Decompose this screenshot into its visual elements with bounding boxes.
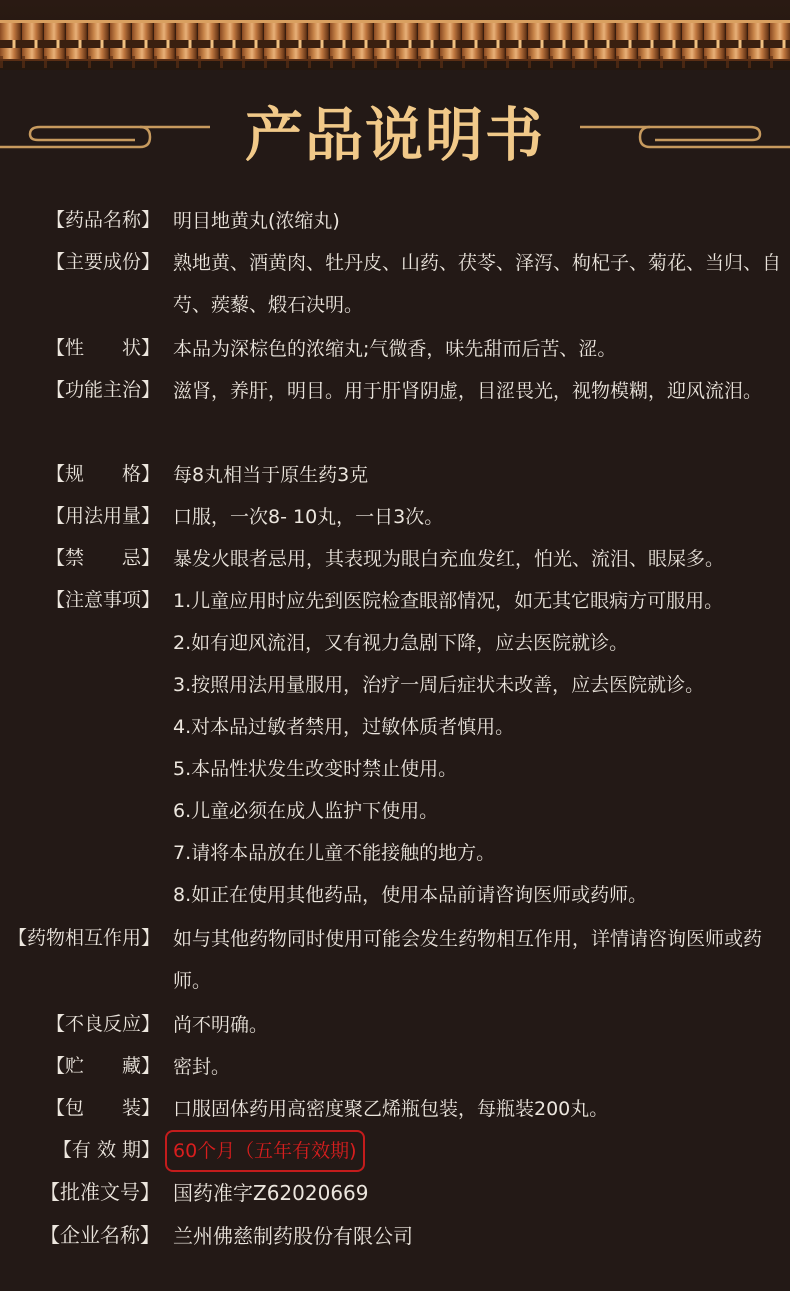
entry-content: 明目地黄丸(浓缩丸) [173, 210, 340, 232]
entry-precaution-item [0, 664, 790, 704]
entry-label: 【药物相互作用】 [7, 927, 160, 949]
entry-content: 每8丸相当于原生药3克 [173, 464, 369, 486]
entry-content: 1.儿童应用时应先到医院检查眼部情况，如无其它眼病方可服用。 [173, 590, 724, 612]
entry-approval-number [0, 1172, 790, 1212]
entry-indications [0, 370, 790, 410]
entry-label: 【规 格】 [45, 463, 160, 485]
entry-packaging [0, 1088, 790, 1128]
entry-content: 5.本品性状发生改变时禁止使用。 [173, 758, 458, 780]
entry-label: 【包 装】 [45, 1097, 160, 1119]
entry-content: 暴发火眼者忌用，其表现为眼白充血发红，怕光、流泪、眼屎多。 [173, 548, 725, 570]
entry-appearance [0, 328, 790, 368]
entry-label: 【用法用量】 [45, 505, 160, 527]
entry-adverse-reactions [0, 1004, 790, 1044]
entry-label: 【禁 忌】 [45, 547, 160, 569]
entry-drug-interactions [0, 918, 790, 992]
entry-label: 【注意事项】 [45, 589, 160, 611]
entry-content: 滋肾，养肝，明目。用于肝肾阴虚，目涩畏光，视物模糊，迎风流泪。 [173, 380, 763, 402]
entry-dosage [0, 496, 790, 536]
entry-content: 8.如正在使用其他药品，使用本品前请咨询医师或药师。 [173, 884, 648, 906]
entry-content: 4.对本品过敏者禁用，过敏体质者慎用。 [173, 716, 515, 738]
entry-precaution-item [0, 874, 790, 914]
entry-label: 【有 效 期】 [52, 1139, 160, 1161]
entry-ingredients [0, 242, 790, 316]
entry-label: 【不良反应】 [45, 1013, 160, 1035]
expiry-highlight-badge: 60个月（五年有效期) [165, 1130, 365, 1172]
entry-content: 密封。 [173, 1056, 231, 1078]
entry-precaution-item [0, 622, 790, 662]
entry-content: 口服，一次8- 10丸，一日3次。 [173, 506, 444, 528]
entry-content: 本品为深棕色的浓缩丸;气微香，味先甜而后苦、涩。 [173, 338, 617, 360]
entry-precaution-item [0, 748, 790, 788]
entry-content: 2.如有迎风流泪，又有视力急剧下降，应去医院就诊。 [173, 632, 629, 654]
entry-content: 6.儿童必须在成人监护下使用。 [173, 800, 439, 822]
entry-content: 熟地黄、酒黄肉、牡丹皮、山药、茯苓、泽泻、枸杞子、菊花、当归、自芍、蒺藜、煅石决明。 [173, 252, 782, 316]
entry-label: 【批准文号】 [40, 1180, 160, 1204]
entry-content: 7.请将本品放在儿童不能接触的地方。 [173, 842, 496, 864]
roof-eave-decoration [0, 0, 790, 70]
entry-manufacturer [0, 1215, 790, 1255]
entry-label: 【企业名称】 [40, 1223, 160, 1247]
entry-contraindications [0, 538, 790, 578]
entry-specification [0, 454, 790, 494]
entry-storage [0, 1046, 790, 1086]
entry-label: 【主要成份】 [45, 251, 160, 273]
entry-drug-name [0, 200, 790, 240]
entry-precaution-item [0, 790, 790, 830]
page-title: 产品说明书 [244, 101, 545, 169]
entry-content: 如与其他药物同时使用可能会发生药物相互作用，详情请咨询医师或药师。 [173, 928, 763, 992]
entry-content: 尚不明确。 [173, 1014, 269, 1036]
entry-precautions [0, 580, 790, 620]
entry-precaution-item [0, 706, 790, 746]
entry-content: 口服固体药用高密度聚乙烯瓶包装，每瓶装200丸。 [173, 1098, 609, 1120]
entry-content: 国药准字Z62020669 [173, 1181, 369, 1205]
entry-precaution-item [0, 832, 790, 872]
entry-label: 【药品名称】 [45, 209, 160, 231]
entry-expiry [0, 1130, 790, 1170]
entry-content: 3.按照用法用量服用，治疗一周后症状未改善，应去医院就诊。 [173, 674, 705, 696]
entry-content: 兰州佛慈制药股份有限公司 [173, 1224, 413, 1248]
entry-label: 【功能主治】 [45, 379, 160, 401]
entry-label: 【性 状】 [45, 337, 160, 359]
entry-label: 【贮 藏】 [45, 1055, 160, 1077]
